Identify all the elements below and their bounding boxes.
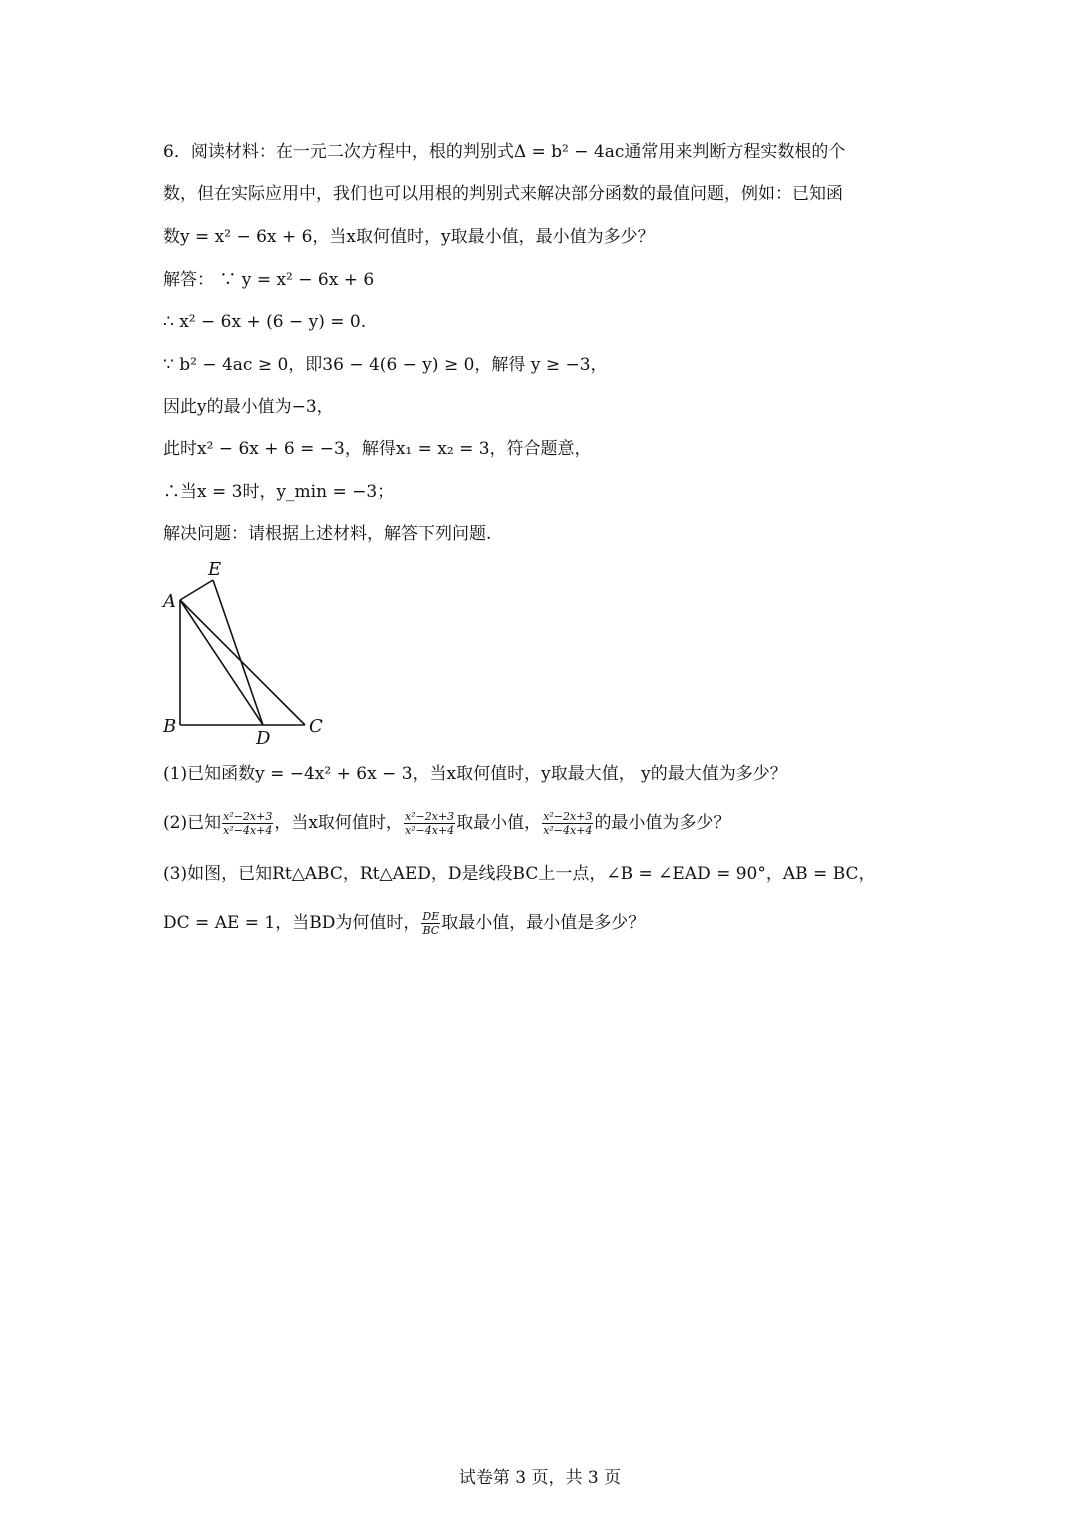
- q3-prefix: DC = AE = 1，当BD为何值时，: [163, 913, 421, 933]
- question-1: (1)已知函数y = −4x² + 6x − 3，当x取何值时，y取最大值， y的最大值为多少？: [163, 764, 787, 784]
- solution-line-2: ∴ x² − 6x + (6 − y) = 0.: [163, 312, 367, 332]
- segment-AD: [180, 600, 263, 725]
- solution-line-6: ∴当x = 3时，y_min = −3；: [163, 482, 395, 502]
- q2-frac2-denominator: x²−4x+4: [404, 824, 455, 837]
- q2-fraction-3: [542, 810, 593, 837]
- label-A: A: [163, 591, 176, 612]
- segment-ED: [213, 580, 263, 725]
- q3-suffix: 取最小值，最小值是多少？: [441, 913, 646, 933]
- q2-fraction-2: [404, 810, 455, 837]
- q2-fraction-1: [222, 810, 273, 837]
- solution-line-3: ∵ b² − 4ac ≥ 0，即36 − 4(6 − y) ≥ 0，解得 y ≥ −3，: [163, 355, 608, 375]
- q2-frac3-numerator: x²−2x+3: [543, 810, 593, 823]
- q2-prefix: (2)已知: [163, 813, 222, 833]
- q2-frac1-denominator: x²−4x+4: [223, 824, 273, 837]
- q3-frac-denominator: BC: [422, 924, 440, 937]
- q2-frac2-numerator: x²−2x+3: [404, 810, 455, 823]
- page-footer: 试卷第 3 页，共 3 页: [458, 1468, 622, 1488]
- q3-frac-numerator: DE: [422, 910, 440, 923]
- label-B: B: [163, 716, 177, 737]
- q2-suffix: 的最小值为多少？: [594, 813, 731, 833]
- intro-line-1: 6．阅读材料：在一元二次方程中，根的判别式Δ = b² − 4ac通常用来判断方程实数根的个: [163, 142, 846, 162]
- q2-mid-1: ，当x取何值时，: [274, 813, 403, 833]
- solution-line-5: 此时x² − 6x + 6 = −3，解得x₁ = x₂ = 3，符合题意，: [163, 439, 592, 459]
- question-3-line-1: (3)如图，已知Rt△ABC，Rt△AED，D是线段BC上一点，∠B = ∠EAD = 90°，AB = BC，: [163, 864, 876, 884]
- segment-AC: [180, 600, 305, 725]
- triangle-figure: [150, 555, 350, 745]
- intro-line-2: 数，但在实际应用中，我们也可以用根的判别式来解决部分函数的最值问题，例如：已知函: [163, 184, 843, 204]
- solution-line-7: 解决问题：请根据上述材料，解答下列问题.: [163, 524, 492, 544]
- q2-frac1-numerator: x²−2x+3: [223, 810, 273, 823]
- label-E: E: [208, 559, 222, 580]
- label-D: D: [256, 728, 271, 745]
- q2-mid-2: 取最小值，: [456, 813, 542, 833]
- label-C: C: [309, 716, 323, 737]
- q2-frac3-denominator: x²−4x+4: [543, 824, 593, 837]
- solution-line-1: 解答： ∵ y = x² − 6x + 6: [163, 270, 375, 290]
- question-2: [163, 810, 930, 837]
- solution-line-4: 因此y的最小值为−3，: [163, 397, 334, 417]
- segment-AE: [180, 580, 213, 600]
- intro-line-3: 数y = x² − 6x + 6，当x取何值时，y取最小值，最小值为多少？: [163, 227, 655, 247]
- q3-fraction: [421, 910, 440, 937]
- question-3-line-2: [163, 910, 930, 937]
